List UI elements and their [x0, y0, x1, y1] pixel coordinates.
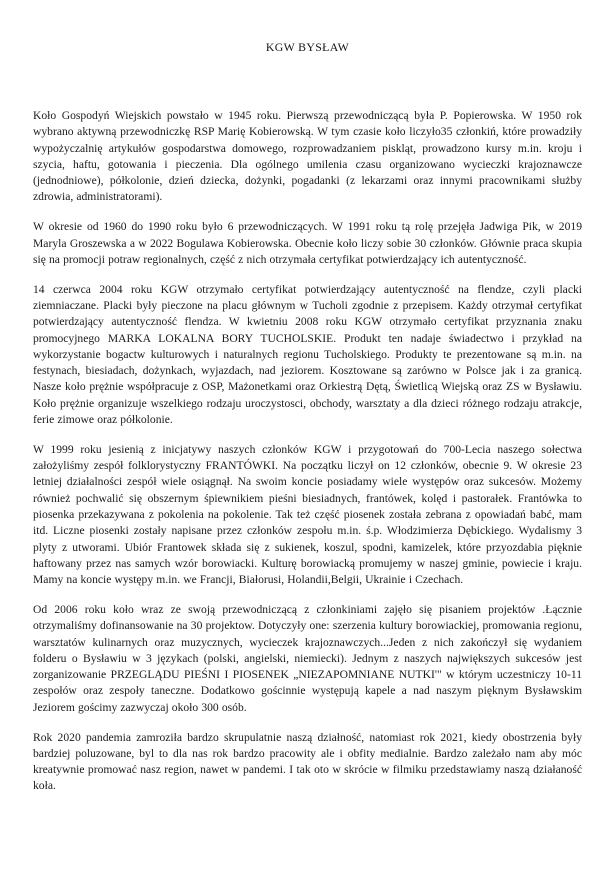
paragraph-pandemic-2020-2021: Rok 2020 pandemia zamroziła bardzo skrupulatnie naszą działność, natomiast rok 2021, kiedy obostrzenia były bardziej poluzowane, byl to dla nas rok bardzo pracowity ale i obfity medialnie. Bardzo zależało nam aby móc kreatywnie promować nasz region, nawet w pandemi. I tak oto w skrócie w filmiku przedstawiamy naszą działaność koła.	[33, 730, 582, 793]
paragraph-history-founding: Koło Gospodyń Wiejskich powstało w 1945 roku. Pierwszą przewodniczącą była P. Popierowska. W 1950 rok wybrano aktywną przewodniczkę RSP Marię Kobierowską. W tym czasie koło liczyło35 członkiń, które prowadziły wypożyczalnię artykułów gospodarstwa domowego, rozprowadzaniem piskląt, prowadzono kursy m.in. kroju i szycia, haftu, gotowania i pieczenia. Dla ogólnego umilenia czasu organizowano wycieczki krajoznawcze (jednodniowe), półkolonie, dzień dziecka, dożynki, pogadanki (z lekarzami oraz innymi pracownikami służby zdrowia, administratorami).	[33, 109, 582, 204]
page-title: KGW BYSŁAW	[265, 40, 350, 54]
paragraph-frantowki-ensemble: W 1999 roku jesienią z inicjatywy naszych członków KGW i przygotowań do 700-Lecia naszego sołectwa założyliśmy zespół folklorystyczny FRANTÓWKI. Na początku liczył on 12 członków, obecnie 9. W okresie 23 letniej działalności zespół wiele osiągnął. Na swoim koncie posiadamy wiele występów oraz sukcesów. Możemy również pochwalić się obszernym śpiewnikiem pieśni biesiadnych, frantówek, kolęd i pastorałek. Frantówka to piosenka przekazywana z pokolenia na pokolenie. Tak też część piosenek została zebrana z opowiadań babć, mam itd. Liczne piosenki zostały napisane przez członków zespołu m.in. ś.p. Włodzimierza Dębickiego. Wydalismy 3 plyty z utworami. Ubiór Frantowek składa się z sukienek, koszul, spodni, kamizelek, które przyozdabia pięknie haftowany przez nas samych wzór borowiacki. Kulturę borowiacką promujemy w naszej gminie, powiecie i kraju. Mamy na koncie występy m.in. we Francji, Białorusi, Holandii,Belgii, Ukrainie i Czechach.	[33, 442, 582, 587]
paragraph-projects-since-2006: Od 2006 roku koło wraz ze swoją przewodniczącą z członkiniami zajęło się pisaniem projektów .Łącznie otrzymaliśmy dofinansowanie na 30 projektow. Dotyczyły one: szerzenia kultury borowiackiej, promowania regionu, warsztatów kulinarnych oraz muzycznych, wycieczek krajoznawczych...Jeden z nich zakończył się wydaniem folderu o Bysławiu w 3 językach (polski, angielski, niemiecki). Jednym z naszych największych sukcesów jest zorganizowanie PRZEGLĄDU PIEŚNI I PIOSENEK „NIEZAPOMNIANE NUTKI'" w którym uczestniczy 10-11 zespołów oraz zespoły taneczne. Dodatkowo gościnnie występują kapele a nad naszym pięknym Bysławskim Jeziorem gościmy zazwyczaj około 300 osób.	[33, 602, 582, 714]
document-body	[33, 108, 582, 795]
paragraph-certificates-flendze: 14 czerwca 2004 roku KGW otrzymało certyfikat potwierdzający autentyczność na flendze, czyli placki ziemniaczane. Placki były pieczone na placu głównym w Tucholi zgodnie z przepisem. Każdy otrzymał certyfikat potwierdzający autentyczność flendza. W kwietniu 2008 roku KGW otrzymało certyfikat przyznania znaku promocyjnego MARKA LOKALNA BORY TUCHOLSKIE. Produkt ten nadaje świadectwo i przykład na wykorzystanie bogactw kulturowych i naturalnych regionu Tucholskiego. Produkty te prezentowane są m.in. na festynach, biesiadach, dożynkach, wyjazdach, nad jeziorem. Kosztowane są zarówno w Polsce jak i za granicą. Nasze koło prężnie współpracuje z OSP, Mażonetkami oraz Orkiestrą Dętą, Świetlicą Wiejską oraz ZS w Bysławiu. Koło prężnie organizuje wszelkiego rodzaju uroczystosci, obchody, warsztaty a dla dzieci różnego rodzaju atrakcje, ferie zimowe oraz półkolonie.	[33, 282, 582, 426]
paragraph-chairwomen-1960-2022: W okresie od 1960 do 1990 roku było 6 przewodniczących. W 1991 roku tą rolę przejęła Jadwiga Pik, w 2019 Maryla Groszewska a w 2022 Bogulawa Kobierowska. Obecnie koło liczy sobie 30 członków. Głównie praca skupia się na promocji potraw regionalnych, część z nich otrzymała certyfikat potwierdzający ich autentyczność.	[33, 220, 582, 266]
